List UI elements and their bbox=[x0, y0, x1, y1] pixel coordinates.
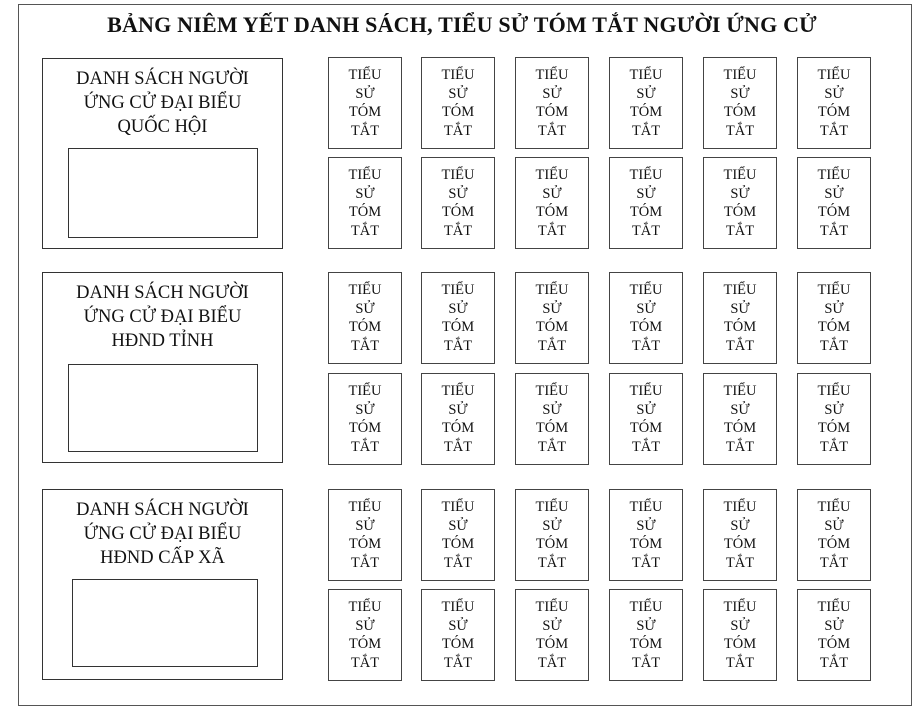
bio-label: TIỂU SỬ TÓM TẮT bbox=[629, 282, 663, 354]
list-placeholder-hdnd-cap-xa bbox=[72, 579, 258, 667]
bio-label: TIỂU SỬ TÓM TẮT bbox=[535, 282, 569, 354]
bio-box bbox=[328, 272, 402, 364]
bio-box bbox=[609, 57, 683, 149]
list-label-hdnd-cap-xa: DANH SÁCH NGƯỜI ỨNG CỬ ĐẠI BIỂU HĐND CẤP XÃ bbox=[76, 500, 249, 568]
bio-label: TIỂU SỬ TÓM TẮT bbox=[723, 499, 757, 571]
bio-label: TIỂU SỬ TÓM TẮT bbox=[629, 67, 663, 139]
bio-box bbox=[328, 57, 402, 149]
bio-label: TIỂU SỬ TÓM TẮT bbox=[441, 599, 475, 671]
bio-box bbox=[797, 589, 871, 681]
bio-box bbox=[515, 57, 589, 149]
bio-box bbox=[328, 157, 402, 249]
bio-box bbox=[515, 589, 589, 681]
bio-label: TIỂU SỬ TÓM TẮT bbox=[348, 383, 382, 455]
list-label-hdnd-tinh: DANH SÁCH NGƯỜI ỨNG CỬ ĐẠI BIỂU HĐND TỈNH bbox=[76, 283, 249, 351]
bio-box bbox=[797, 373, 871, 465]
bio-box bbox=[421, 589, 495, 681]
bio-box bbox=[797, 489, 871, 581]
bio-label: TIỂU SỬ TÓM TẮT bbox=[817, 383, 851, 455]
bio-box bbox=[703, 489, 777, 581]
bio-label: TIỂU SỬ TÓM TẮT bbox=[348, 67, 382, 139]
bio-box bbox=[515, 489, 589, 581]
list-box-hdnd-cap-xa bbox=[42, 489, 283, 680]
bio-label: TIỂU SỬ TÓM TẮT bbox=[441, 383, 475, 455]
bio-box bbox=[421, 157, 495, 249]
bio-label: TIỂU SỬ TÓM TẮT bbox=[535, 383, 569, 455]
bio-label: TIỂU SỬ TÓM TẮT bbox=[817, 67, 851, 139]
bio-label: TIỂU SỬ TÓM TẮT bbox=[817, 167, 851, 239]
bio-label: TIỂU SỬ TÓM TẮT bbox=[629, 499, 663, 571]
bio-box bbox=[328, 589, 402, 681]
bio-label: TIỂU SỬ TÓM TẮT bbox=[723, 67, 757, 139]
list-placeholder-hdnd-tinh bbox=[68, 364, 258, 452]
bio-label: TIỂU SỬ TÓM TẮT bbox=[817, 599, 851, 671]
bio-label: TIỂU SỬ TÓM TẮT bbox=[723, 282, 757, 354]
bio-label: TIỂU SỬ TÓM TẮT bbox=[348, 499, 382, 571]
bio-box bbox=[421, 57, 495, 149]
bio-box bbox=[609, 272, 683, 364]
bio-box bbox=[609, 373, 683, 465]
bio-box bbox=[609, 157, 683, 249]
bio-box bbox=[797, 157, 871, 249]
bio-label: TIỂU SỬ TÓM TẮT bbox=[723, 167, 757, 239]
bio-label: TIỂU SỬ TÓM TẮT bbox=[535, 499, 569, 571]
bio-box bbox=[515, 272, 589, 364]
bio-label: TIỂU SỬ TÓM TẮT bbox=[723, 383, 757, 455]
bio-label: TIỂU SỬ TÓM TẮT bbox=[441, 499, 475, 571]
bio-box bbox=[515, 157, 589, 249]
bio-label: TIỂU SỬ TÓM TẮT bbox=[535, 167, 569, 239]
bio-box bbox=[421, 272, 495, 364]
board-title: BẢNG NIÊM YẾT DANH SÁCH, TIỂU SỬ TÓM TẮT NGƯỜI ỨNG CỬ bbox=[107, 12, 817, 37]
bio-label: TIỂU SỬ TÓM TẮT bbox=[629, 383, 663, 455]
bio-label: TIỂU SỬ TÓM TẮT bbox=[629, 167, 663, 239]
bio-box bbox=[328, 489, 402, 581]
bio-label: TIỂU SỬ TÓM TẮT bbox=[535, 599, 569, 671]
list-placeholder-quoc-hoi bbox=[68, 148, 258, 238]
bio-box bbox=[703, 373, 777, 465]
bio-label: TIỂU SỬ TÓM TẮT bbox=[348, 599, 382, 671]
bio-label: TIỂU SỬ TÓM TẮT bbox=[348, 282, 382, 354]
bio-box bbox=[515, 373, 589, 465]
bio-box bbox=[609, 589, 683, 681]
bio-box bbox=[797, 272, 871, 364]
bio-label: TIỂU SỬ TÓM TẮT bbox=[629, 599, 663, 671]
list-box-quoc-hoi bbox=[42, 58, 283, 249]
bio-label: TIỂU SỬ TÓM TẮT bbox=[817, 499, 851, 571]
bio-box bbox=[421, 373, 495, 465]
bio-box bbox=[703, 272, 777, 364]
bio-label: TIỂU SỬ TÓM TẮT bbox=[817, 282, 851, 354]
bio-label: TIỂU SỬ TÓM TẮT bbox=[441, 282, 475, 354]
bio-box bbox=[797, 57, 871, 149]
bio-label: TIỂU SỬ TÓM TẮT bbox=[348, 167, 382, 239]
bio-box bbox=[609, 489, 683, 581]
bio-label: TIỂU SỬ TÓM TẮT bbox=[723, 599, 757, 671]
bio-label: TIỂU SỬ TÓM TẮT bbox=[535, 67, 569, 139]
list-label-quoc-hoi: DANH SÁCH NGƯỜI ỨNG CỬ ĐẠI BIỂU QUỐC HỘI bbox=[76, 69, 249, 137]
bio-box bbox=[421, 489, 495, 581]
list-box-hdnd-tinh bbox=[42, 272, 283, 463]
bio-box bbox=[328, 373, 402, 465]
bio-box bbox=[703, 57, 777, 149]
bio-box bbox=[703, 157, 777, 249]
bio-box bbox=[703, 589, 777, 681]
bio-label: TIỂU SỬ TÓM TẮT bbox=[441, 67, 475, 139]
bio-label: TIỂU SỬ TÓM TẮT bbox=[441, 167, 475, 239]
